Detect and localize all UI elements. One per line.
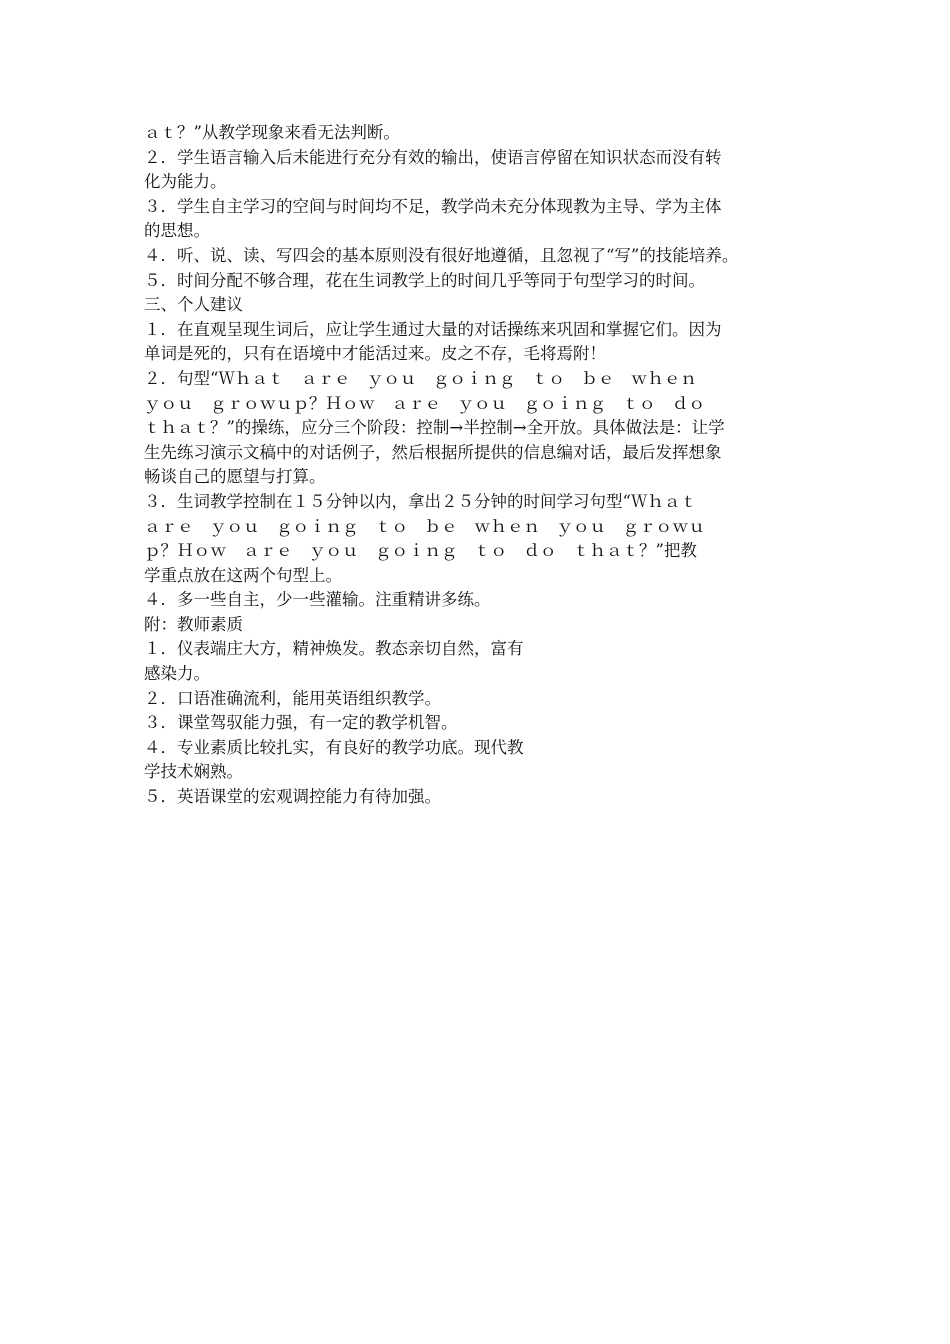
text-line: ａｔ？”从教学现象来看无法判断。 [144,123,400,142]
text-line: ｙｏｕ ｇｒｏｗｕｐ？Ｈｏｗ ａｒｅ ｙｏｕ ｇｏｉｎｇ ｔｏ ｄｏ [144,393,705,413]
text-line: 单词是死的，只有在语境中才能活过来。皮之不存，毛将焉附！ [144,344,606,364]
text-line: 感染力。 [144,664,210,684]
text-line: ４．多一些自主，少一些灌输。注重精讲多练。 [144,590,491,610]
text-line: ｐ？Ｈｏｗ ａｒｅ ｙｏｕ ｇｏｉｎｇ ｔｏ ｄｏ ｔｈａｔ？”把教 [144,541,697,561]
text-line: １．仪表端庄大方，精神焕发。教态亲切自然，富有 [144,639,524,659]
text-line: ５．英语课堂的宏观调控能力有待加强。 [144,787,441,807]
text-line: ３．学生自主学习的空间与时间均不足，教学尚未充分体现教为主导、学为主体 [144,196,722,216]
text-line: ａｒｅ ｙｏｕ ｇｏｉｎｇ ｔｏ ｂｅ ｗｈｅｎ ｙｏｕ ｇｒｏｗｕ [144,516,705,536]
text-line: ２．口语准确流利，能用英语组织教学。 [144,688,441,708]
text-line: 学技术娴熟。 [144,762,243,782]
text-line: 化为能力。 [144,172,227,192]
section-heading: 附：教师素质 [144,614,243,634]
text-line: ３．课堂驾驭能力强，有一定的教学机智。 [144,713,458,733]
text-line: 学重点放在这两个句型上。 [144,565,342,585]
text-line: ｔｈａｔ？”的操练，应分三个阶段：控制→半控制→全开放。具体做法是：让学 [144,418,725,438]
text-line: 的思想。 [144,221,210,241]
document-body [144,121,809,810]
section-heading: 三、个人建议 [144,295,243,315]
text-line: ４．听、说、读、写四会的基本原则没有很好地遵循，且忽视了“写”的技能培养。 [144,245,739,265]
text-line: １．在直观呈现生词后，应让学生通过大量的对话操练来巩固和掌握它们。因为 [144,319,722,339]
text-line: ２．句型“Ｗｈａｔ ａｒｅ ｙｏｕ ｇｏｉｎｇ ｔｏ ｂｅ ｗｈｅｎ [144,368,697,388]
text-line: 畅谈自己的愿望与打算。 [144,467,326,487]
text-line: ３．生词教学控制在１５分钟以内，拿出２５分钟的时间学习句型“Ｗｈａｔ [144,491,697,511]
text-line: ２．学生语言输入后未能进行充分有效的输出，使语言停留在知识状态而没有转 [144,147,722,167]
text-line: ５．时间分配不够合理，花在生词教学上的时间几乎等同于句型学习的时间。 [144,270,705,290]
text-line: 生先练习演示文稿中的对话例子，然后根据所提供的信息编对话，最后发挥想象 [144,442,722,462]
text-line: ４．专业素质比较扎实，有良好的教学功底。现代教 [144,737,524,757]
